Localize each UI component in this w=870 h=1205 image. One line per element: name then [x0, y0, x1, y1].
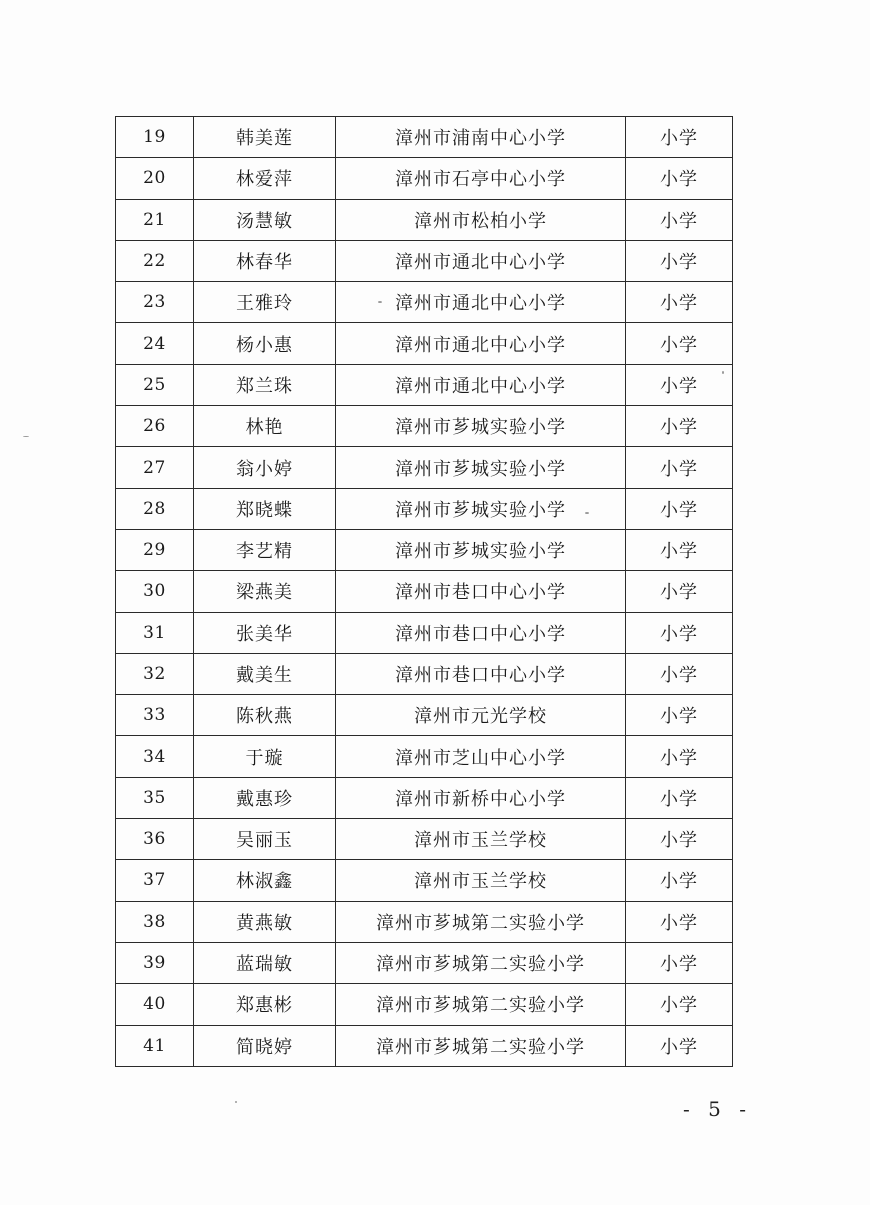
table-row	[116, 282, 733, 323]
cell-level: 小学	[626, 158, 733, 199]
cell-school: 漳州市芝山中心小学	[336, 736, 626, 777]
cell-name: 杨小惠	[194, 323, 336, 364]
cell-school: 漳州市玉兰学校	[336, 860, 626, 901]
cell-name: 蓝瑞敏	[194, 942, 336, 983]
cell-level: 小学	[626, 199, 733, 240]
cell-school: 漳州市松柏小学	[336, 199, 626, 240]
cell-school: 漳州市通北中心小学	[336, 323, 626, 364]
cell-level: 小学	[626, 736, 733, 777]
cell-name: 吴丽玉	[194, 819, 336, 860]
cell-school: 漳州市浦南中心小学	[336, 117, 626, 158]
cell-level: 小学	[626, 860, 733, 901]
cell-level: 小学	[626, 777, 733, 818]
table-row	[116, 860, 733, 901]
cell-school: 漳州市元光学校	[336, 695, 626, 736]
cell-level: 小学	[626, 695, 733, 736]
scan-speck	[378, 301, 382, 303]
teacher-roster-table	[115, 116, 733, 1067]
cell-level: 小学	[626, 653, 733, 694]
scan-speck	[722, 371, 724, 374]
cell-school: 漳州市芗城实验小学	[336, 488, 626, 529]
cell-number: 33	[116, 695, 194, 736]
cell-school: 漳州市通北中心小学	[336, 282, 626, 323]
cell-number: 38	[116, 901, 194, 942]
cell-name: 黄燕敏	[194, 901, 336, 942]
table-row	[116, 529, 733, 570]
table-row	[116, 488, 733, 529]
cell-level: 小学	[626, 117, 733, 158]
cell-number: 25	[116, 364, 194, 405]
cell-level: 小学	[626, 901, 733, 942]
cell-name: 郑兰珠	[194, 364, 336, 405]
cell-name: 戴惠珍	[194, 777, 336, 818]
cell-name: 张美华	[194, 612, 336, 653]
cell-school: 漳州市巷口中心小学	[336, 571, 626, 612]
scan-speck	[235, 1101, 237, 1103]
table-row	[116, 653, 733, 694]
cell-number: 20	[116, 158, 194, 199]
cell-level: 小学	[626, 488, 733, 529]
cell-school: 漳州市芗城第二实验小学	[336, 1025, 626, 1066]
cell-number: 36	[116, 819, 194, 860]
table-row	[116, 158, 733, 199]
table-row	[116, 240, 733, 281]
cell-level: 小学	[626, 571, 733, 612]
cell-number: 23	[116, 282, 194, 323]
cell-name: 郑晓蝶	[194, 488, 336, 529]
cell-school: 漳州市芗城实验小学	[336, 447, 626, 488]
table-row	[116, 777, 733, 818]
table-row	[116, 736, 733, 777]
cell-school: 漳州市巷口中心小学	[336, 653, 626, 694]
table-row	[116, 447, 733, 488]
cell-school: 漳州市芗城实验小学	[336, 406, 626, 447]
cell-school: 漳州市芗城第二实验小学	[336, 901, 626, 942]
cell-name: 林爱萍	[194, 158, 336, 199]
table-row	[116, 984, 733, 1025]
cell-level: 小学	[626, 240, 733, 281]
cell-number: 30	[116, 571, 194, 612]
cell-school: 漳州市通北中心小学	[336, 364, 626, 405]
cell-level: 小学	[626, 1025, 733, 1066]
cell-school: 漳州市芗城第二实验小学	[336, 942, 626, 983]
table-row	[116, 117, 733, 158]
scan-speck	[585, 512, 589, 514]
cell-number: 28	[116, 488, 194, 529]
table-row	[116, 323, 733, 364]
cell-number: 24	[116, 323, 194, 364]
cell-number: 19	[116, 117, 194, 158]
cell-level: 小学	[626, 364, 733, 405]
cell-level: 小学	[626, 984, 733, 1025]
cell-name: 梁燕美	[194, 571, 336, 612]
cell-name: 林艳	[194, 406, 336, 447]
page-number: - 5 -	[683, 1097, 752, 1121]
table-row	[116, 901, 733, 942]
cell-name: 翁小婷	[194, 447, 336, 488]
cell-name: 陈秋燕	[194, 695, 336, 736]
cell-number: 26	[116, 406, 194, 447]
cell-school: 漳州市通北中心小学	[336, 240, 626, 281]
table-row	[116, 695, 733, 736]
table-row	[116, 571, 733, 612]
roster-table-body	[116, 117, 733, 1067]
table-row	[116, 612, 733, 653]
cell-name: 林春华	[194, 240, 336, 281]
cell-name: 王雅玲	[194, 282, 336, 323]
table-row	[116, 1025, 733, 1066]
cell-level: 小学	[626, 612, 733, 653]
cell-name: 戴美生	[194, 653, 336, 694]
cell-level: 小学	[626, 406, 733, 447]
cell-name: 汤慧敏	[194, 199, 336, 240]
cell-level: 小学	[626, 819, 733, 860]
cell-number: 40	[116, 984, 194, 1025]
cell-school: 漳州市玉兰学校	[336, 819, 626, 860]
cell-level: 小学	[626, 282, 733, 323]
cell-number: 39	[116, 942, 194, 983]
cell-school: 漳州市巷口中心小学	[336, 612, 626, 653]
cell-name: 郑惠彬	[194, 984, 336, 1025]
table-row	[116, 406, 733, 447]
cell-school: 漳州市芗城第二实验小学	[336, 984, 626, 1025]
cell-school: 漳州市新桥中心小学	[336, 777, 626, 818]
cell-school: 漳州市石亭中心小学	[336, 158, 626, 199]
cell-name: 林淑鑫	[194, 860, 336, 901]
table-row	[116, 819, 733, 860]
cell-level: 小学	[626, 529, 733, 570]
cell-level: 小学	[626, 447, 733, 488]
cell-name: 李艺精	[194, 529, 336, 570]
cell-number: 35	[116, 777, 194, 818]
cell-school: 漳州市芗城实验小学	[336, 529, 626, 570]
cell-name: 于璇	[194, 736, 336, 777]
cell-name: 简晓婷	[194, 1025, 336, 1066]
scan-speck	[23, 436, 29, 437]
cell-number: 31	[116, 612, 194, 653]
cell-level: 小学	[626, 323, 733, 364]
table-row	[116, 942, 733, 983]
cell-number: 22	[116, 240, 194, 281]
cell-number: 32	[116, 653, 194, 694]
table-row	[116, 199, 733, 240]
cell-number: 27	[116, 447, 194, 488]
table-row	[116, 364, 733, 405]
cell-number: 37	[116, 860, 194, 901]
cell-name: 韩美莲	[194, 117, 336, 158]
cell-number: 29	[116, 529, 194, 570]
cell-number: 21	[116, 199, 194, 240]
cell-level: 小学	[626, 942, 733, 983]
cell-number: 34	[116, 736, 194, 777]
cell-number: 41	[116, 1025, 194, 1066]
